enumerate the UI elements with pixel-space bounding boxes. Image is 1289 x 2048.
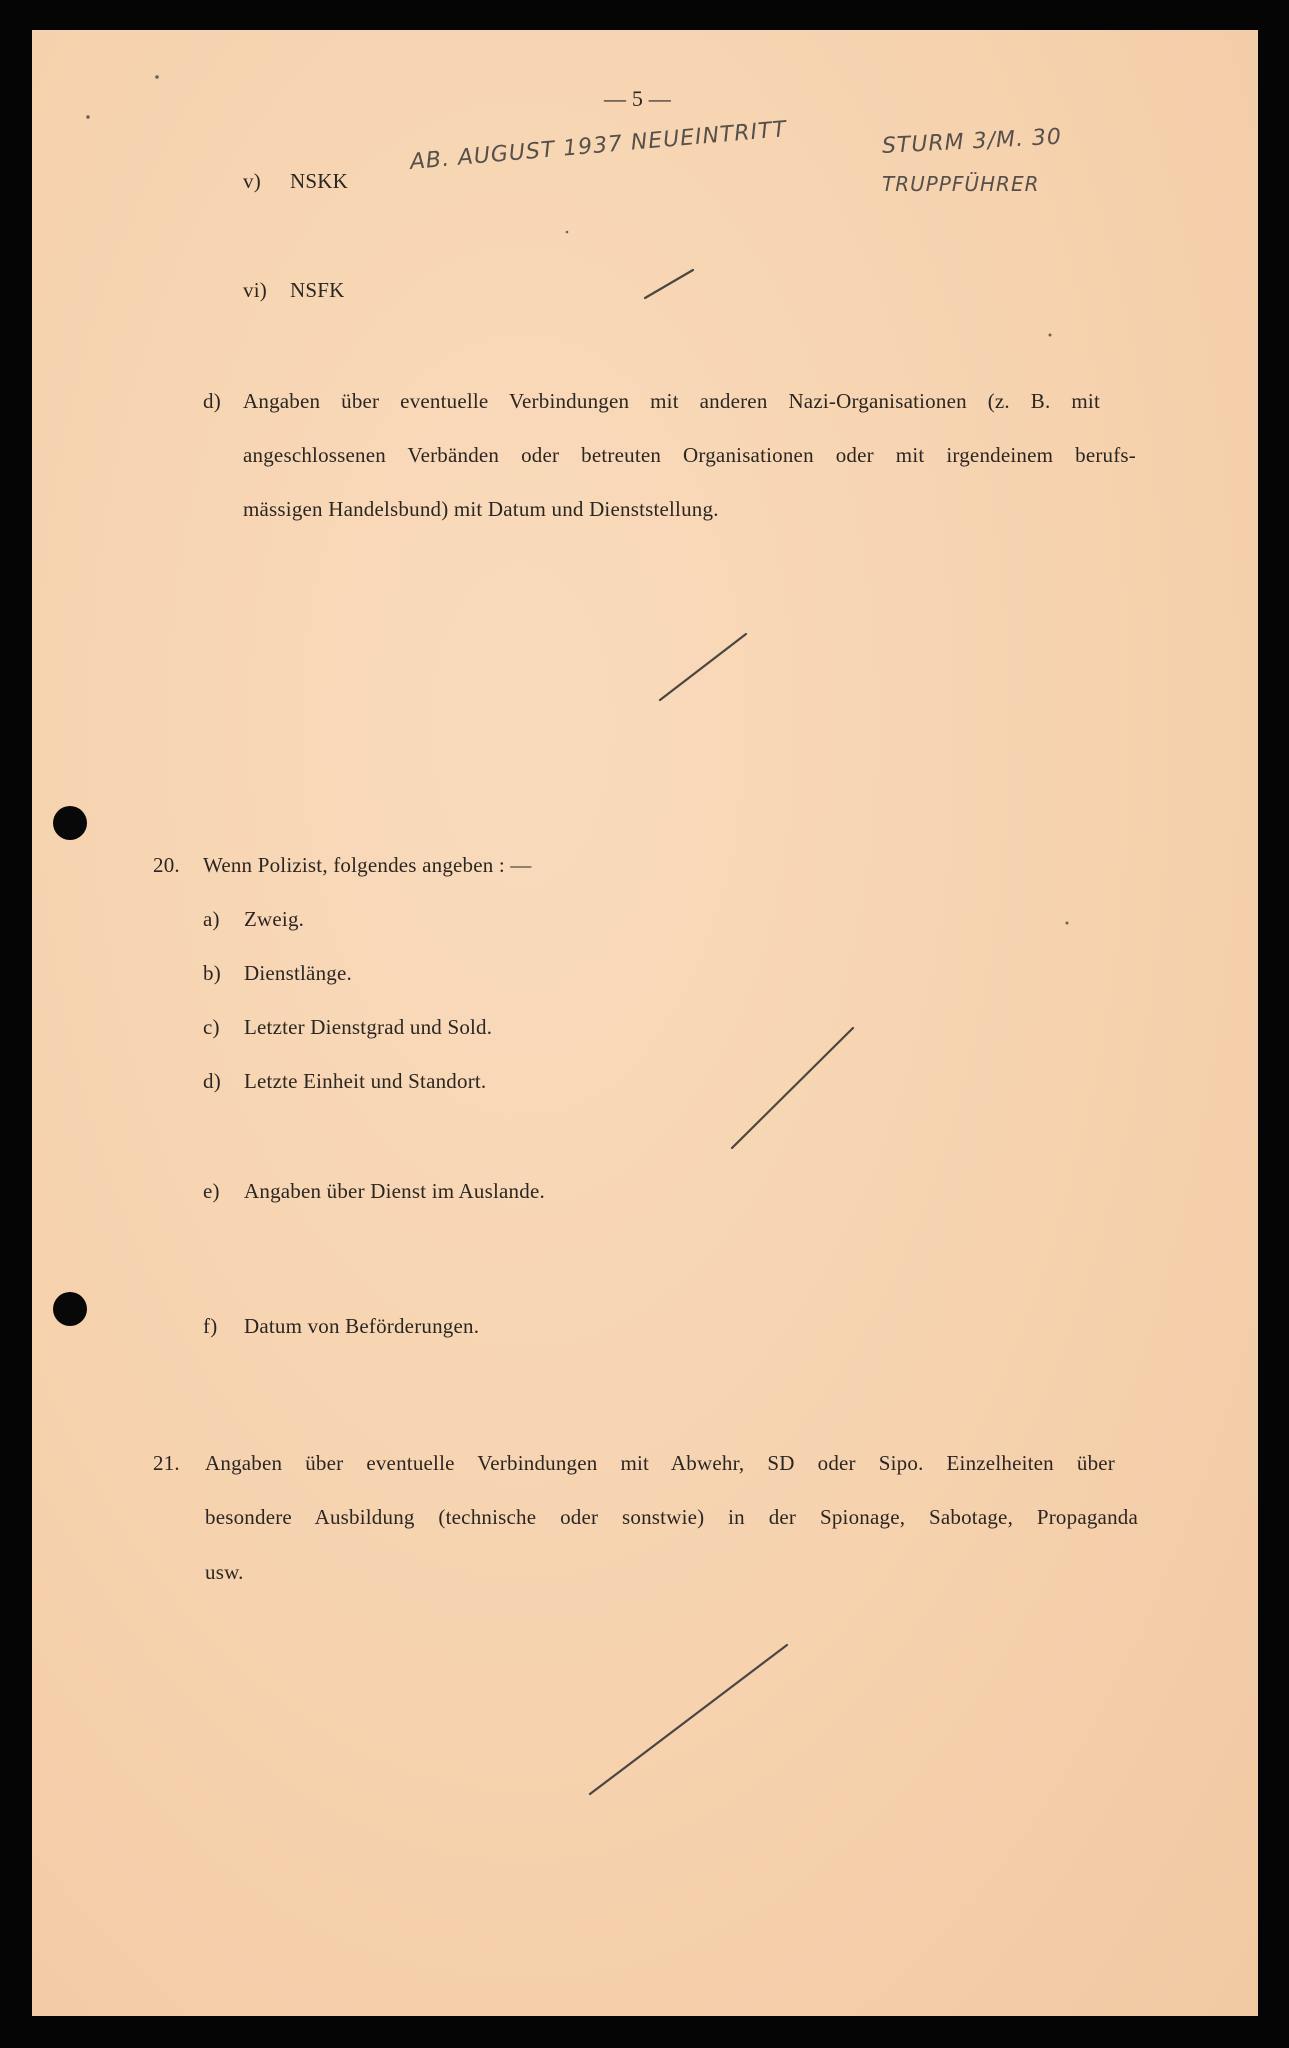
- strike-mark-question-20: [732, 1028, 853, 1148]
- q20-item-a-text: Zweig.: [244, 907, 305, 931]
- question-21-number: 21.: [153, 1451, 180, 1475]
- q20-item-a-label: a): [203, 907, 220, 931]
- q20-item-d-text: Letzte Einheit und Standort.: [244, 1069, 487, 1093]
- item-vi-org: NSFK: [290, 278, 345, 302]
- strike-mark-nsfk: [645, 270, 693, 298]
- section-d-line-1: Angaben über eventuelle Verbindungen mit anderen Nazi-Organisationen (z. B. mit: [243, 389, 1100, 413]
- q20-item-e-text: Angaben über Dienst im Auslande.: [244, 1179, 545, 1203]
- question-21-line-2: besondere Ausbildung (technische oder sonstwie) in der Spionage, Sabotage, Propaganda: [205, 1505, 1138, 1529]
- q20-item-b-text: Dienstlänge.: [244, 961, 352, 985]
- item-vi-label: vi): [243, 278, 267, 302]
- q20-item-f-label: f): [203, 1314, 218, 1338]
- handwritten-entry: AB. AUGUST 1937 NEUEINTRITT: [408, 117, 788, 175]
- q20-item-f-text: Datum von Beförderungen.: [244, 1314, 480, 1338]
- strike-mark-section-d: [660, 634, 746, 700]
- q20-item-b-label: b): [203, 961, 221, 985]
- section-d-line-3: mässigen Handelsbund) mit Datum und Dienststellung.: [243, 497, 719, 521]
- q20-item-c-label: c): [203, 1015, 220, 1039]
- handwritten-unit: STURM 3/M. 30: [881, 124, 1063, 159]
- item-v-org: NSKK: [290, 169, 348, 193]
- handwritten-rank: TRUPPFÜHRER: [882, 172, 1040, 196]
- item-v-label: v): [243, 169, 261, 193]
- strike-mark-question-21: [590, 1645, 787, 1794]
- question-20-number: 20.: [153, 853, 180, 877]
- q20-item-e-label: e): [203, 1179, 220, 1203]
- ink-speck: [155, 75, 159, 79]
- ink-speck: [1066, 922, 1069, 925]
- page-number: — 5 —: [604, 86, 671, 111]
- ink-speck: [566, 231, 569, 234]
- question-21-line-1: Angaben über eventuelle Verbindungen mit Abwehr, SD oder Sipo. Einzelheiten über: [205, 1451, 1115, 1475]
- ink-speck: [1049, 334, 1052, 337]
- section-d-line-2: angeschlossenen Verbänden oder betreuten Organisationen oder mit irgendeinem berufs-: [243, 443, 1136, 467]
- q20-item-c-text: Letzter Dienstgrad und Sold.: [244, 1015, 493, 1039]
- section-d-label: d): [203, 389, 221, 413]
- question-21-line-3: usw.: [205, 1560, 244, 1584]
- ink-speck: [86, 115, 90, 119]
- question-20-title: Wenn Polizist, folgendes angeben : —: [203, 853, 532, 877]
- q20-item-d-label: d): [203, 1069, 221, 1093]
